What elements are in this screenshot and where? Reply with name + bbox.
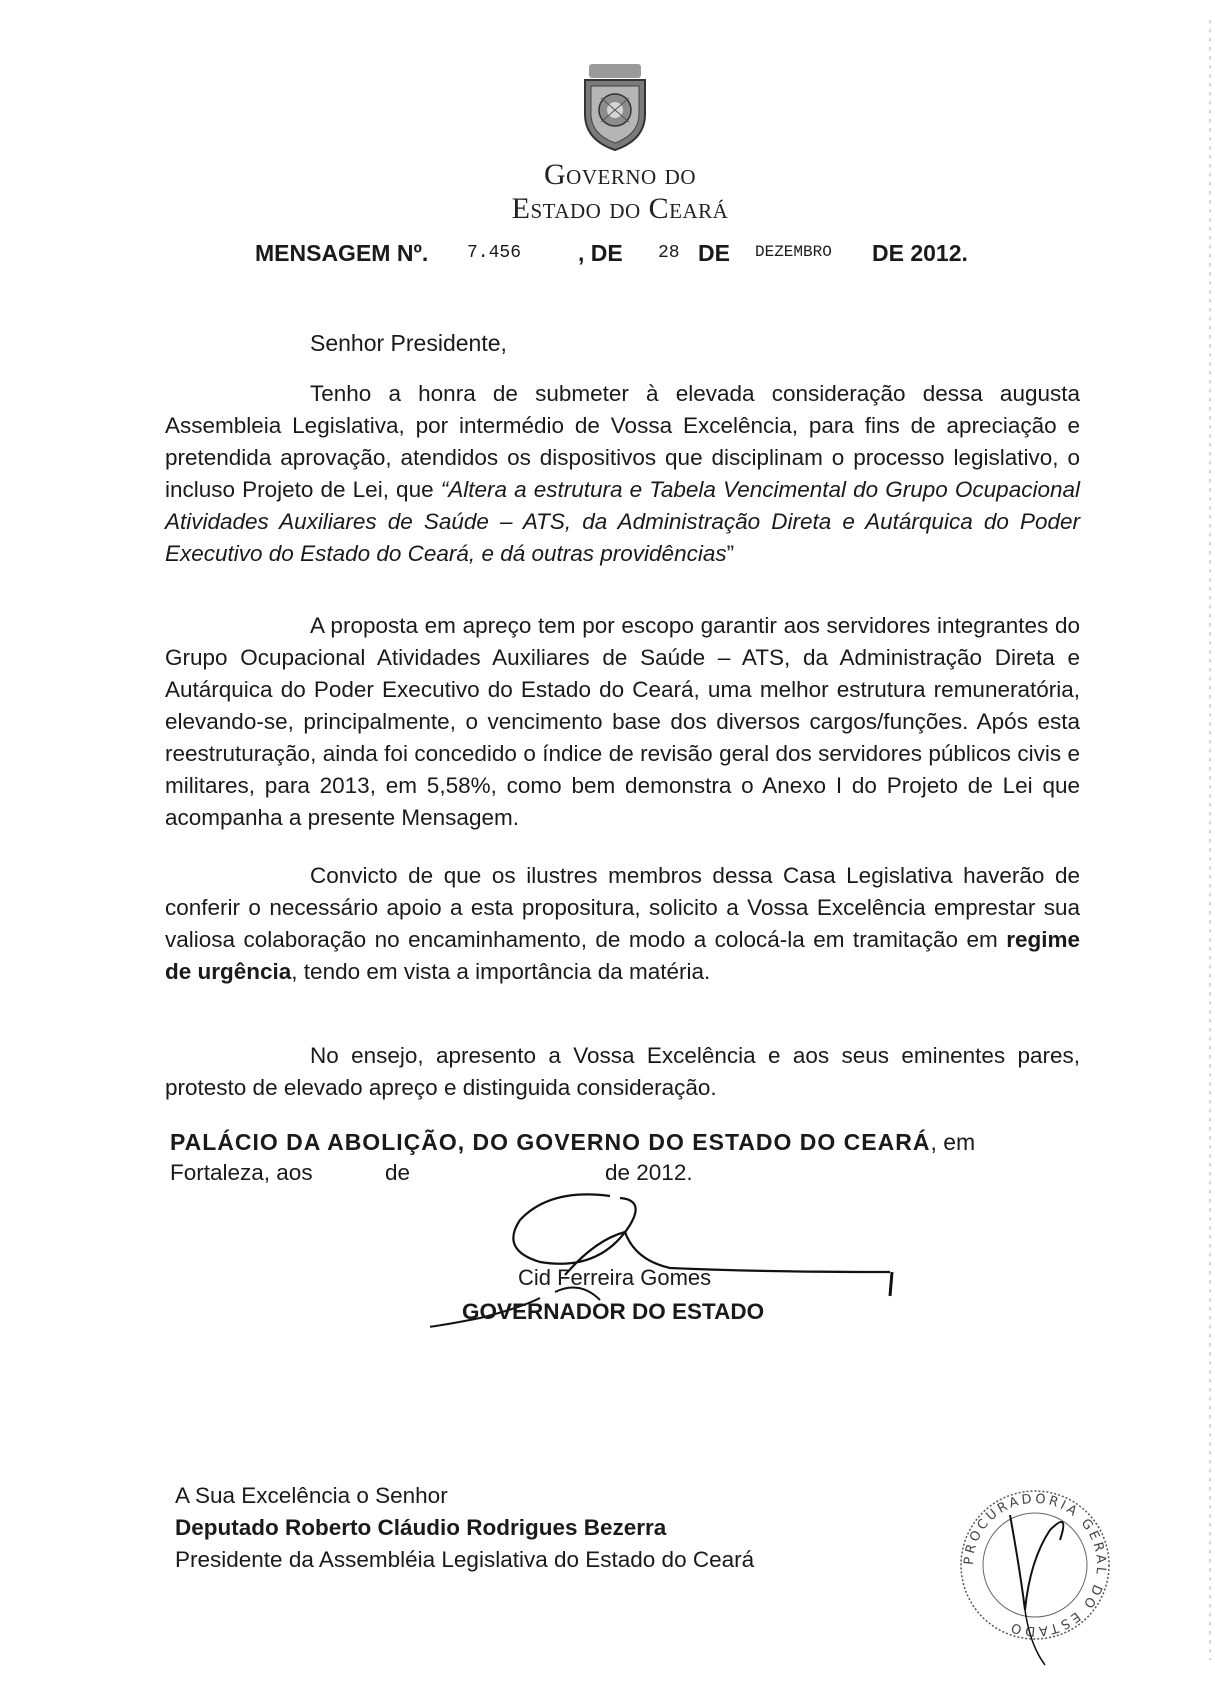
paragraph-4: No ensejo, apresento a Vossa Excelência e aos seus eminentes pares, protesto de elevado apreço e distinguida consideração. <box>165 1043 1080 1100</box>
paragraph-1 <box>165 378 1080 570</box>
addressee-name: Deputado Roberto Cláudio Rodrigues Bezerra <box>175 1515 667 1540</box>
state-crest-icon <box>575 62 655 152</box>
message-heading <box>255 240 975 274</box>
paragraph-3 <box>165 860 1080 988</box>
header-line-1: Governo do <box>544 158 696 191</box>
signer-name: Cid Ferreira Gomes <box>518 1265 712 1290</box>
message-de-2: DE <box>698 240 730 266</box>
paragraph-1-end: ” <box>726 541 735 566</box>
stamp-text: PROCURADORIA GERAL DO ESTADO <box>961 1491 1109 1639</box>
closing-de: de <box>385 1160 411 1185</box>
message-de-1: , DE <box>578 240 623 266</box>
closing-city: Fortaleza, aos <box>170 1160 313 1185</box>
paragraph-3-text-a: Convicto de que os ilustres membros dessa Casa Legislativa haverão de conferir o necessário apoio a esta propositura, solicito a Vossa Excelência emprestar sua valiosa colaboração no encaminhamento, de modo a colocá-la em tramitação em <box>165 863 1080 952</box>
signer-title: GOVERNADOR DO ESTADO <box>462 1299 765 1324</box>
closing-place <box>170 1126 1085 1158</box>
paragraph-3-text-b: , tendo em vista a importância da matéria. <box>291 959 711 984</box>
closing-em: , em <box>930 1129 976 1155</box>
closing-place-caps: PALÁCIO DA ABOLIÇÃO, DO GOVERNO DO ESTADO DO CEARÁ <box>170 1129 931 1155</box>
paragraph-2: A proposta em apreço tem por escopo garantir aos servidores integrantes do Grupo Ocupacional Atividades Auxiliares de Saúde – ATS, da Administração Direta e Autárquica do Poder Executivo do Estado do Ceará, uma melhor estrutura remuneratória, elevando-se, principalmente, o vencimento base dos diversos cargos/funções. Após esta reestruturação, ainda foi concedido o índice de revisão geral dos servidores públicos civis e militares, para 2013, em 5,58%, como bem demonstra o Anexo I do Projeto de Lei que acompanha a presente Mensagem. <box>165 613 1080 830</box>
salutation: Senhor Presidente, <box>310 330 507 356</box>
scan-edge-marks <box>1209 20 1211 1660</box>
svg-text:PROCURADORIA GERAL DO ESTADO <box>962 1492 1108 1639</box>
message-year: DE 2012. <box>872 240 968 266</box>
message-day: 28 <box>658 243 680 263</box>
government-header <box>420 158 820 226</box>
addressee-block <box>175 1480 754 1576</box>
message-month: DEZEMBRO <box>755 243 832 261</box>
message-number: 7.456 <box>467 243 522 263</box>
procuradoria-stamp <box>950 1470 1120 1670</box>
addressee-role: Presidente da Assembléia Legislativa do Estado do Ceará <box>175 1547 755 1572</box>
paragraph-3-urgency: regime de urgência <box>165 927 1080 984</box>
paragraph-1-bill-title: “Altera a estrutura e Tabela Vencimental do Grupo Ocupacional Atividades Auxiliares de Saúde – ATS, da Administração Direta e Autárquica do Poder Executivo do Estado do Ceará, e dá outras providências <box>165 477 1080 566</box>
message-label: MENSAGEM Nº. <box>255 240 429 266</box>
closing-year: de 2012. <box>605 1160 693 1185</box>
header-line-2: Estado do Ceará <box>511 192 729 225</box>
paragraph-1-text: Tenho a honra de submeter à elevada consideração dessa augusta Assembleia Legislativa, por intermédio de Vossa Excelência, para fins de apreciação e pretendida aprovação, atendidos os dispositivos que disciplinam o processo legislativo, o incluso Projeto de Lei, que <box>165 381 1080 502</box>
addressee-line-1: A Sua Excelência o Senhor <box>175 1483 448 1508</box>
